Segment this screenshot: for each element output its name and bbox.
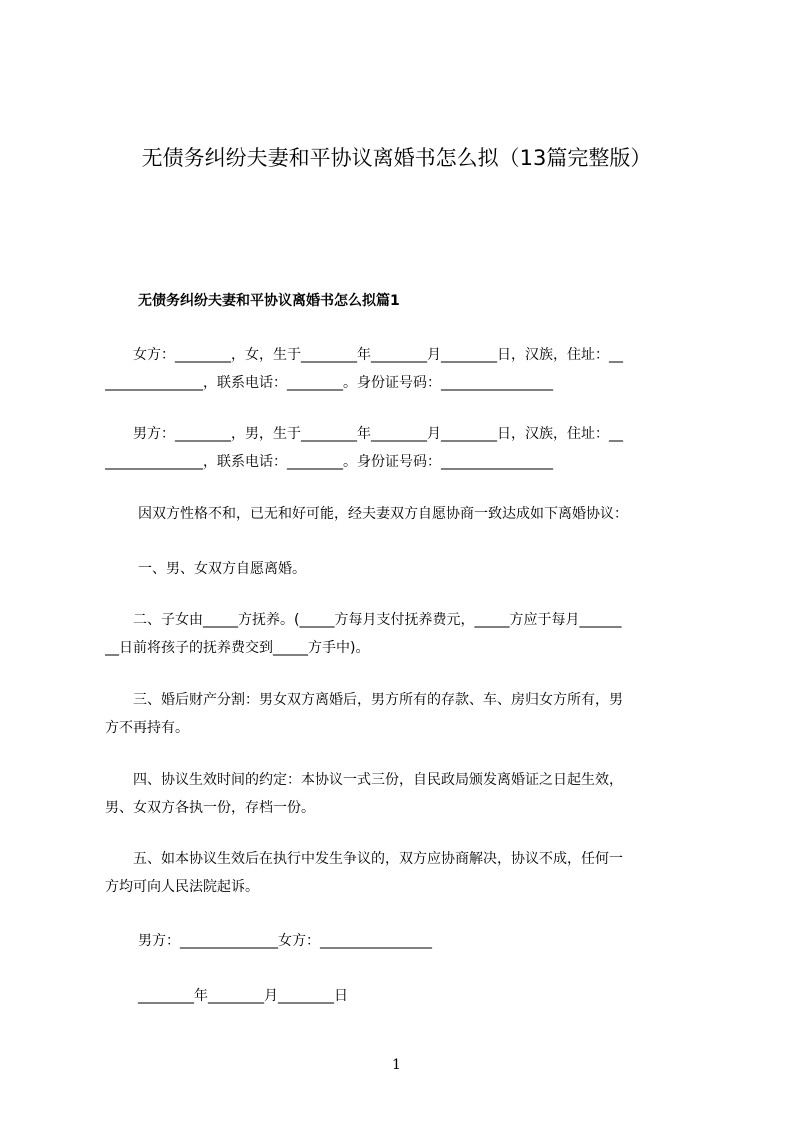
man-info-line-2: ______________，联系电话：________。身份证号码：________________ [105,454,553,470]
signature-line: 男方：______________女方：________________ [138,933,432,949]
clause-2-line-2: __日前将孩子的抚养费交到_____方手中)。 [105,640,370,656]
clause-1: 一、男、女双方自愿离婚。 [138,561,306,577]
clause-3 [105,686,701,742]
intro-paragraph: 因双方性格不和，已无和好可能，经夫妻双方自愿协商一致达成如下离婚协议： [138,506,628,522]
clause-4-line-1: 四、协议生效时间的约定：本协议一式三份，自民政局颁发离婚证之日起生效， [105,772,623,788]
clause-2-line-1: 二、子女由_____方抚养。(_____方每月支付抚养费元，_____方应于每月______ [105,612,622,628]
clause-3-line-2: 方不再持有。 [105,720,189,736]
man-info-paragraph [105,420,701,476]
page-number: 1 [392,1057,401,1073]
clause-5-line-2: 方均可向人民法院起诉。 [105,879,259,895]
clause-4 [105,766,701,822]
clause-4-line-2: 男、女双方各执一份，存档一份。 [105,800,315,816]
section-heading: 无债务纠纷夫妻和平协议离婚书怎么拟篇1 [138,293,400,309]
clause-2 [105,606,701,662]
woman-info-line-2: ______________，联系电话：________。身份证号码：________________ [105,375,553,391]
man-info-line-1: 男方：________，男，生于________年________月________日，汉族，住址：__ [105,426,623,442]
woman-info-line-1: 女方：________，女，生于________年________月________日，汉族，住址：__ [105,347,623,363]
clause-3-line-1: 三、婚后财产分割：男女双方离婚后，男方所有的存款、车、房归女方所有，男 [105,692,623,708]
document-title: 无债务纠纷夫妻和平协议离婚书怎么拟（13篇完整版） [141,146,652,170]
date-line: ________年________月________日 [138,988,348,1004]
woman-info-paragraph [105,341,701,397]
clause-5-line-1: 五、如本协议生效后在执行中发生争议的，双方应协商解决，协议不成，任何一 [105,851,623,867]
clause-5 [105,845,701,901]
